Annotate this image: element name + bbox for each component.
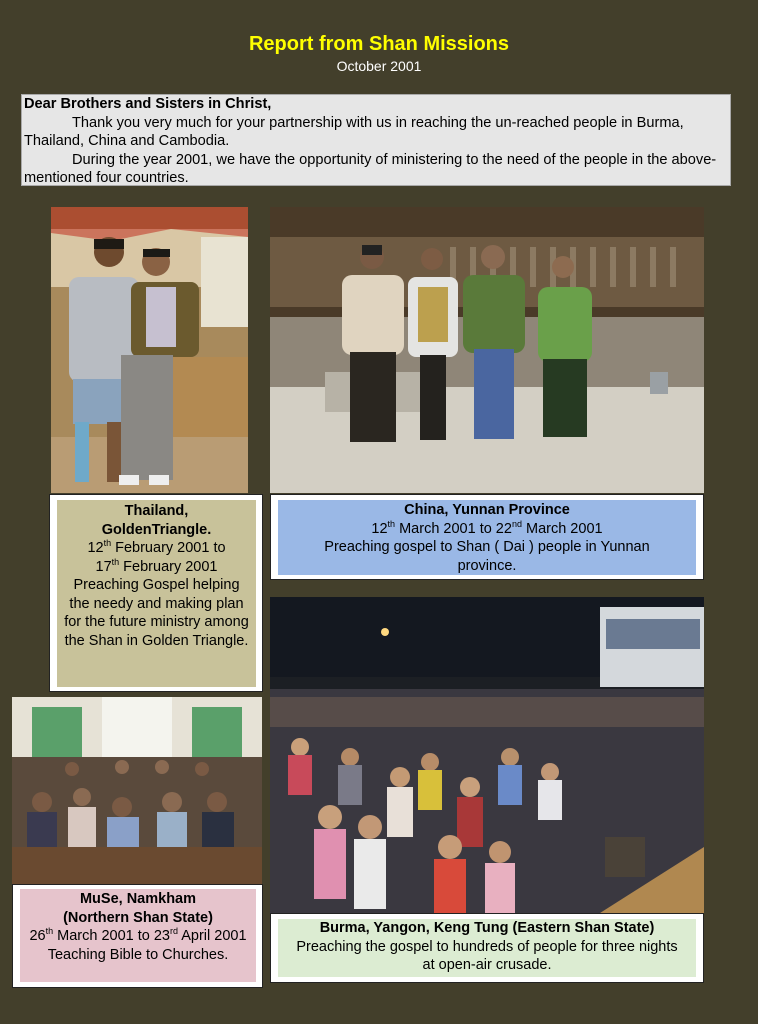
thailand-heading-line1: Thailand, [124,503,189,519]
china-heading: China, Yunnan Province [404,502,570,518]
photo-thailand [51,207,248,493]
thailand-start-date: 12th February 2001 to [87,538,226,556]
letter-greeting: Dear Brothers and Sisters in Christ, [24,96,272,112]
report-date: October 2001 [336,58,422,74]
caption-burma [278,919,696,977]
letter-paragraph-2: During the year 2001, we have the opportunity of ministering to the need of the people in the above-mentioned four countries. [24,151,717,186]
muse-description: Teaching Bible to Churches. [47,946,229,963]
caption-thailand [57,500,256,687]
letter-box [21,94,731,186]
page-title: Report from Shan Missions [248,33,510,55]
burma-description: Preaching the gospel to hundreds of people for three nights at open-air crusade. [296,938,678,973]
china-description: Preaching gospel to Shan ( Dai ) people in Yunnan province. [324,539,650,574]
caption-china [278,500,696,575]
letter-paragraph-1: Thank you very much for your partnership with us in reaching the un-reached people in Burma, Thailand, China and Cambodia. [24,114,684,149]
thailand-heading-line2: GoldenTriangle. [101,521,212,538]
burma-heading: Burma, Yangon, Keng Tung (Eastern Shan State) [319,920,655,936]
thailand-description: Preaching Gospel helping the needy and making plan for the future ministry among the Shan in Golden Triangle. [64,577,249,649]
photo-china [270,207,704,493]
muse-dates: 26th March 2001 to 23rd April 2001 [29,926,247,944]
photo-burma-crowd [270,597,704,913]
thailand-end-date: 17th February 2001 [95,556,218,575]
china-dates: 12th March 2001 to 22nd March 2001 [371,518,603,537]
photo-muse-church [12,697,262,884]
muse-heading-line1: MuSe, Namkham [79,891,197,907]
caption-muse [20,889,256,982]
muse-heading-line2: (Northern Shan State) [63,909,213,926]
